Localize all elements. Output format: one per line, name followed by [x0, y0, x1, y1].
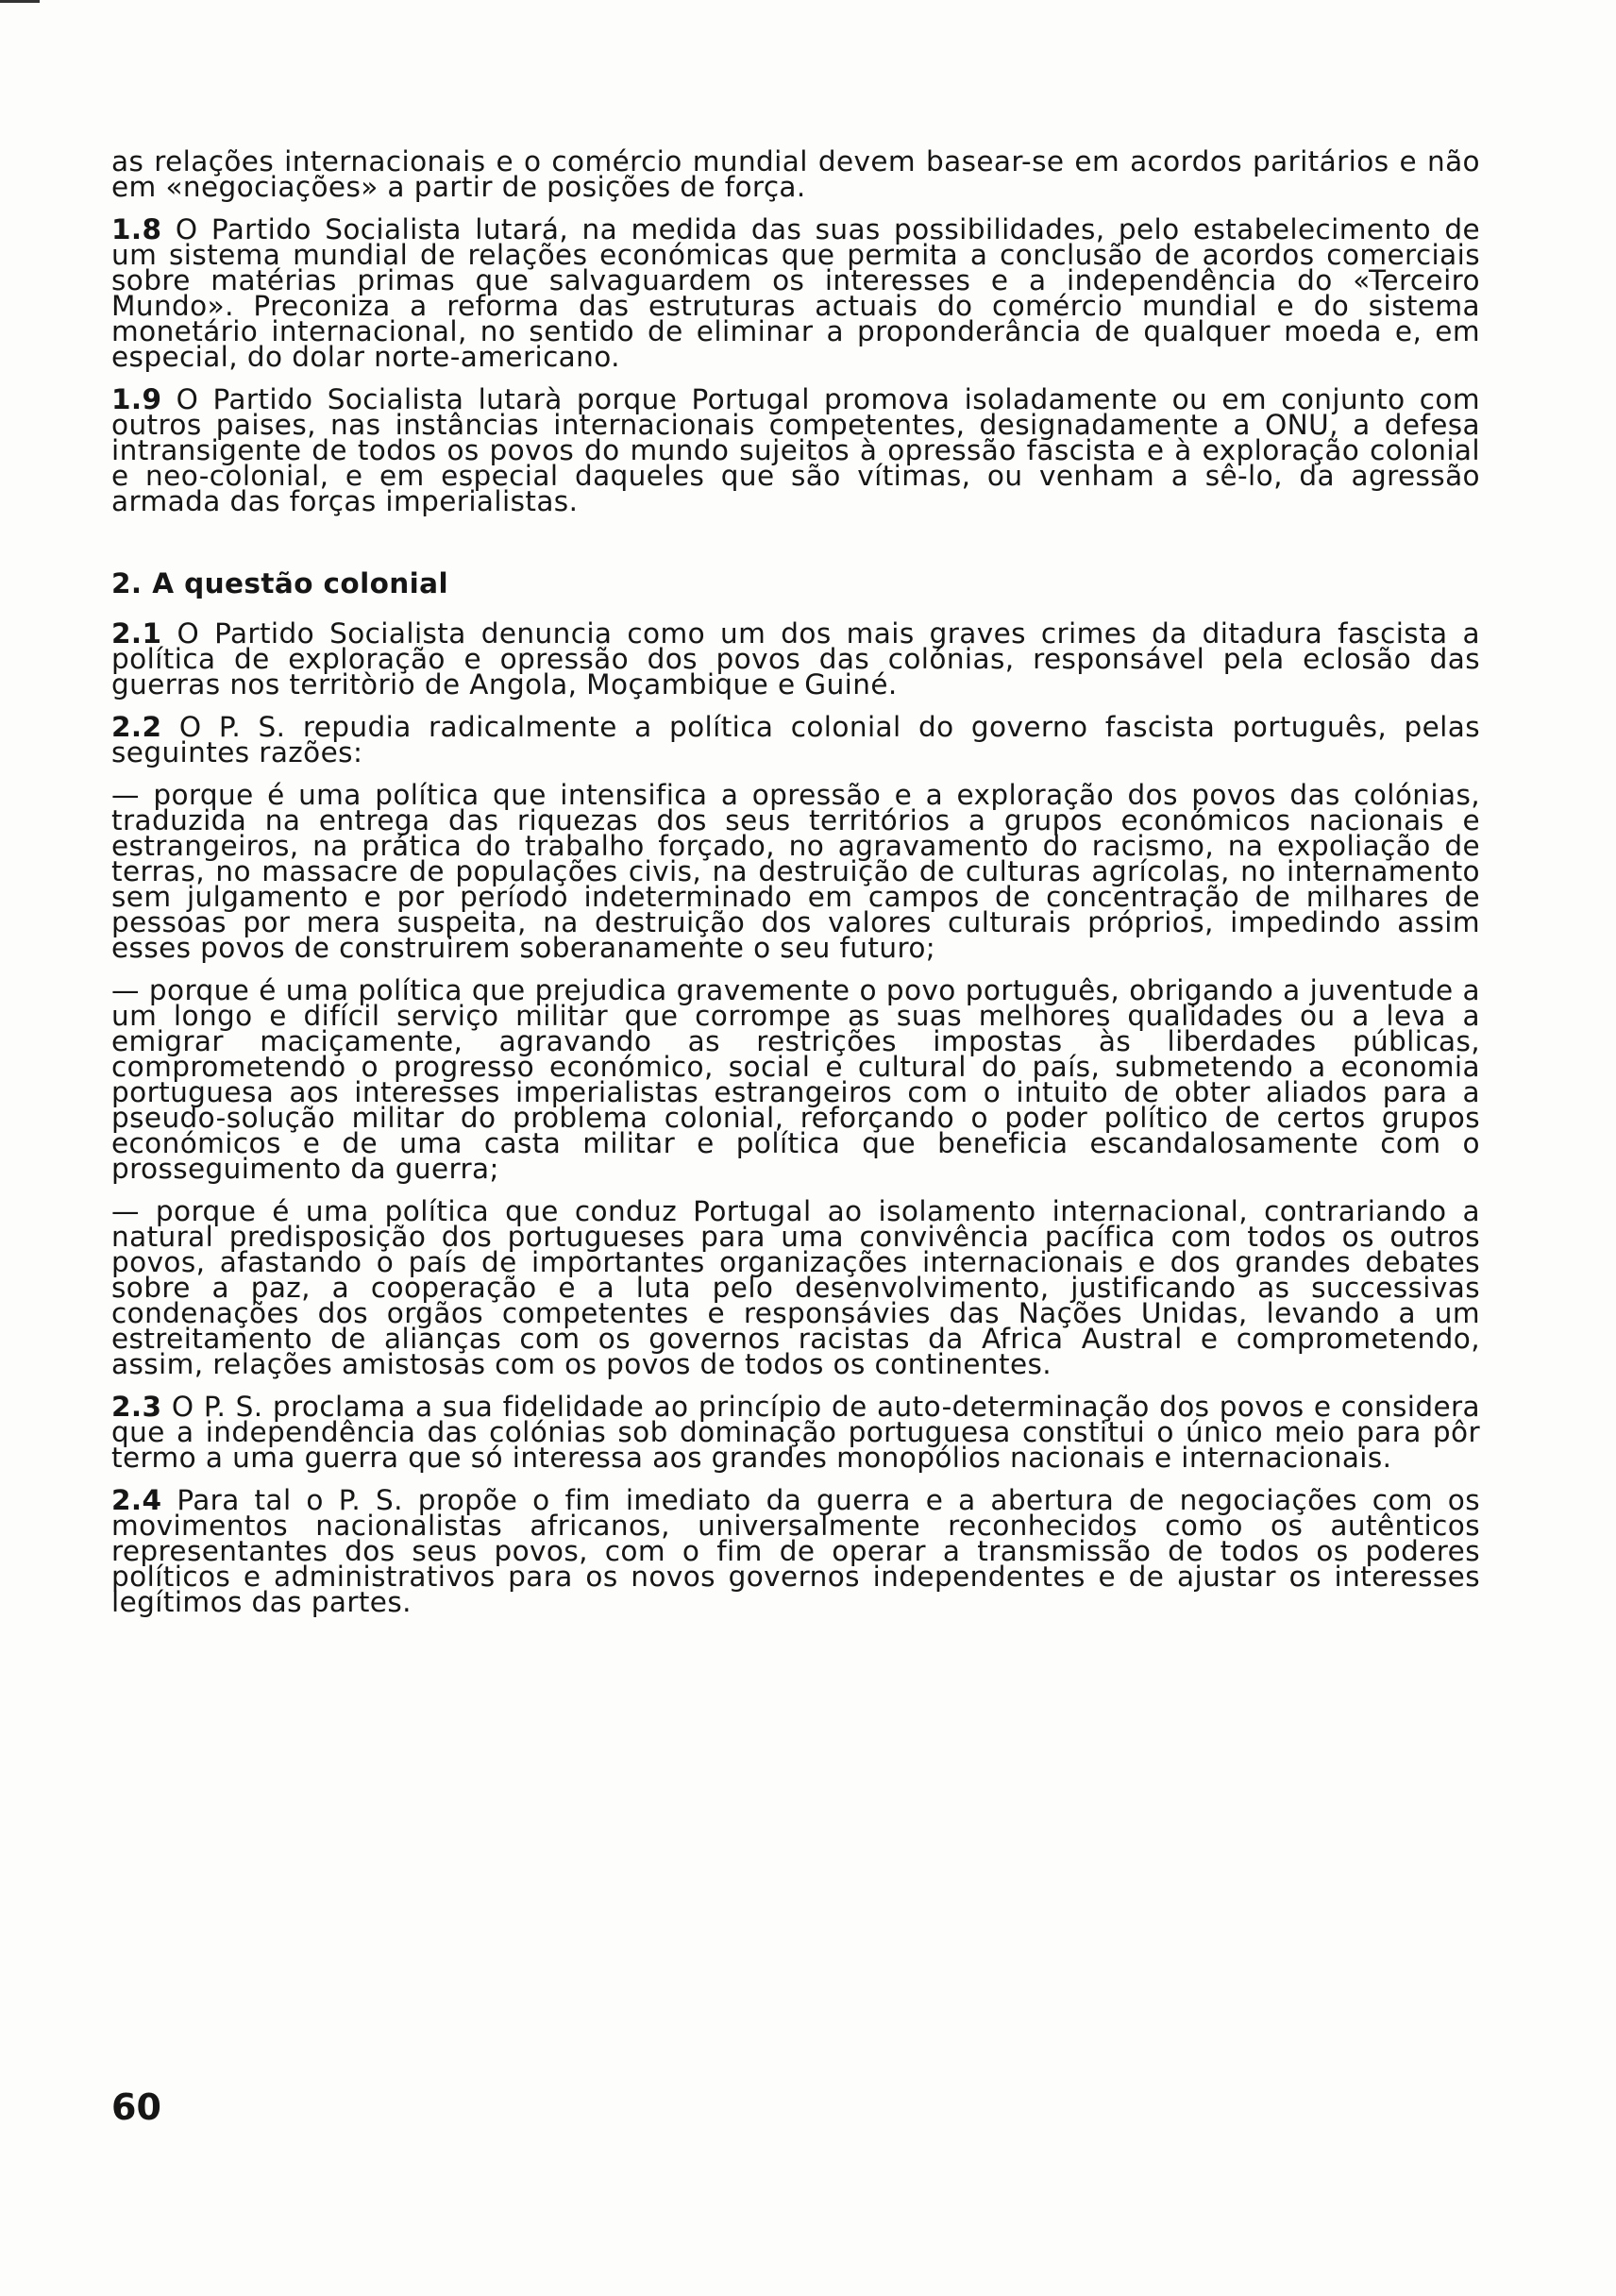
- paragraph-2-2: [111, 711, 1480, 768]
- paragraph-2-3: [111, 1391, 1480, 1474]
- paragraph-text: O Partido Socialista denuncia como um dos mais graves crimes da ditadura fascista a política de exploração e opressão dos povos das colónias, responsável pela eclosão das guerras nos territòrio de Angola, Moçambique e Guiné.: [111, 617, 1480, 701]
- paragraph-continuation: [111, 145, 1480, 203]
- scan-corner-mark: [0, 0, 40, 3]
- paragraph-text: — porque é uma política que conduz Portugal ao isolamento internacional, contrariando a natural predisposição dos portugueses para uma convivência pacífica com todos os outros povos, afastando o país de importantes organizações internacionais e dos grandes debates sobre a paz, a cooperação e a luta pelo desenvolvimento, justificando as successivas condenações dos orgãos competentes e responsávies das Nações Unidas, levando a um estreitamento de alianças com os governos racistas da Africa Austral e comprometendo, assim, relações amistosas com os povos de todos os continentes.: [111, 1195, 1480, 1380]
- paragraph-number: 2.2: [111, 711, 162, 743]
- paragraph-text: Para tal o P. S. propõe o fim imediato da guerra e a abertura de negociações com os movimentos nacionalistas africanos, universalmente reconhecidos como os autênticos representantes dos seus povos, com o fim de operar a transmissão de todos os poderes políticos e administrativos para os novos governos independentes e de ajustar os interesses legítimos das partes.: [111, 1484, 1480, 1618]
- list-item-reason-3: [111, 1195, 1480, 1380]
- paragraph-number: 1.8: [111, 213, 162, 245]
- paragraph-1-9: [111, 383, 1480, 517]
- page-number: 60: [111, 2086, 161, 2128]
- paragraph-text: O Partido Socialista lutarà porque Portugal promova isoladamente ou em conjunto com outros paises, nas instâncias internacionais competentes, designadamente a ONU, a defesa intransigente de todos os povos do mundo sujeitos à opressão fascista e à exploração colonial e neo-colonial, e em especial daqueles que são vítimas, ou venham a sê-lo, da agressão armada das forças imperialistas.: [111, 383, 1480, 517]
- paragraph-1-8: [111, 213, 1480, 373]
- paragraph-2-1: [111, 617, 1480, 701]
- paragraph-text: — porque é uma política que prejudica gravemente o povo português, obrigando a juventude a um longo e difícil serviço militar que corrompe as suas melhores qualidades ou a leva a emigrar maciçamente, agravando as restrições impostas às liberdades públicas, comprometendo o progresso económico, social e cultural do país, submetendo a economia portuguesa aos interesses imperialistas estrangeiros com o intuito de obter aliados para a pseudo-solução militar do problema colonial, reforçando o poder político de certos grupos económicos e de uma casta militar e política que beneficia escandalosamente com o prosseguimento da guerra;: [111, 974, 1480, 1185]
- paragraph-text: O P. S. proclama a sua fidelidade ao princípio de auto-determinação dos povos e considera que a independência das colónias sob dominação portuguesa constitui o único meio para pôr termo a uma guerra que só interessa aos grandes monopólios nacionais e internacionais.: [111, 1391, 1480, 1474]
- list-item-reason-1: [111, 779, 1480, 964]
- paragraph-number: 2.4: [111, 1484, 162, 1516]
- list-item-reason-2: [111, 974, 1480, 1185]
- body-text: [111, 145, 1480, 1632]
- paragraph-text: as relações internacionais e o comércio mundial devem basear-se em acordos paritários e não em «negociações» a partir de posições de força.: [111, 145, 1480, 203]
- section-heading: 2. A questão colonial: [111, 567, 448, 599]
- paragraph-text: O Partido Socialista lutará, na medida das suas possibilidades, pelo estabelecimento de um sistema mundial de relações económicas que permita a conclusão de acordos comerciais sobre matérias primas que salvaguardem os interesses e a independência do «Terceiro Mundo». Preconiza a reforma das estruturas actuais do comércio mundial e do sistema monetário internacional, no sentido de eliminar a proponderância de qualquer moeda e, em especial, do dolar norte-americano.: [111, 213, 1480, 373]
- paragraph-2-4: [111, 1484, 1480, 1618]
- paragraph-text: — porque é uma política que intensifica a opressão e a exploração dos povos das colónias, traduzida na entrega das riquezas dos seus territórios a grupos económicos nacionais e estrangeiros, na prática do trabalho forçado, no agravamento do racismo, na expoliação de terras, no massacre de populações civis, na destruição de culturas agrícolas, no internamento sem julgamento e por período indeterminado em campos de concentração de milhares de pessoas por mera suspeita, na destruição dos valores culturais próprios, impedindo assim esses povos de construirem soberanamente o seu futuro;: [111, 779, 1480, 964]
- paragraph-number: 1.9: [111, 383, 162, 415]
- paragraph-number: 2.3: [111, 1391, 162, 1423]
- paragraph-text: O P. S. repudia radicalmente a política colonial do governo fascista português, pelas seguintes razões:: [111, 711, 1480, 768]
- paragraph-number: 2.1: [111, 617, 162, 650]
